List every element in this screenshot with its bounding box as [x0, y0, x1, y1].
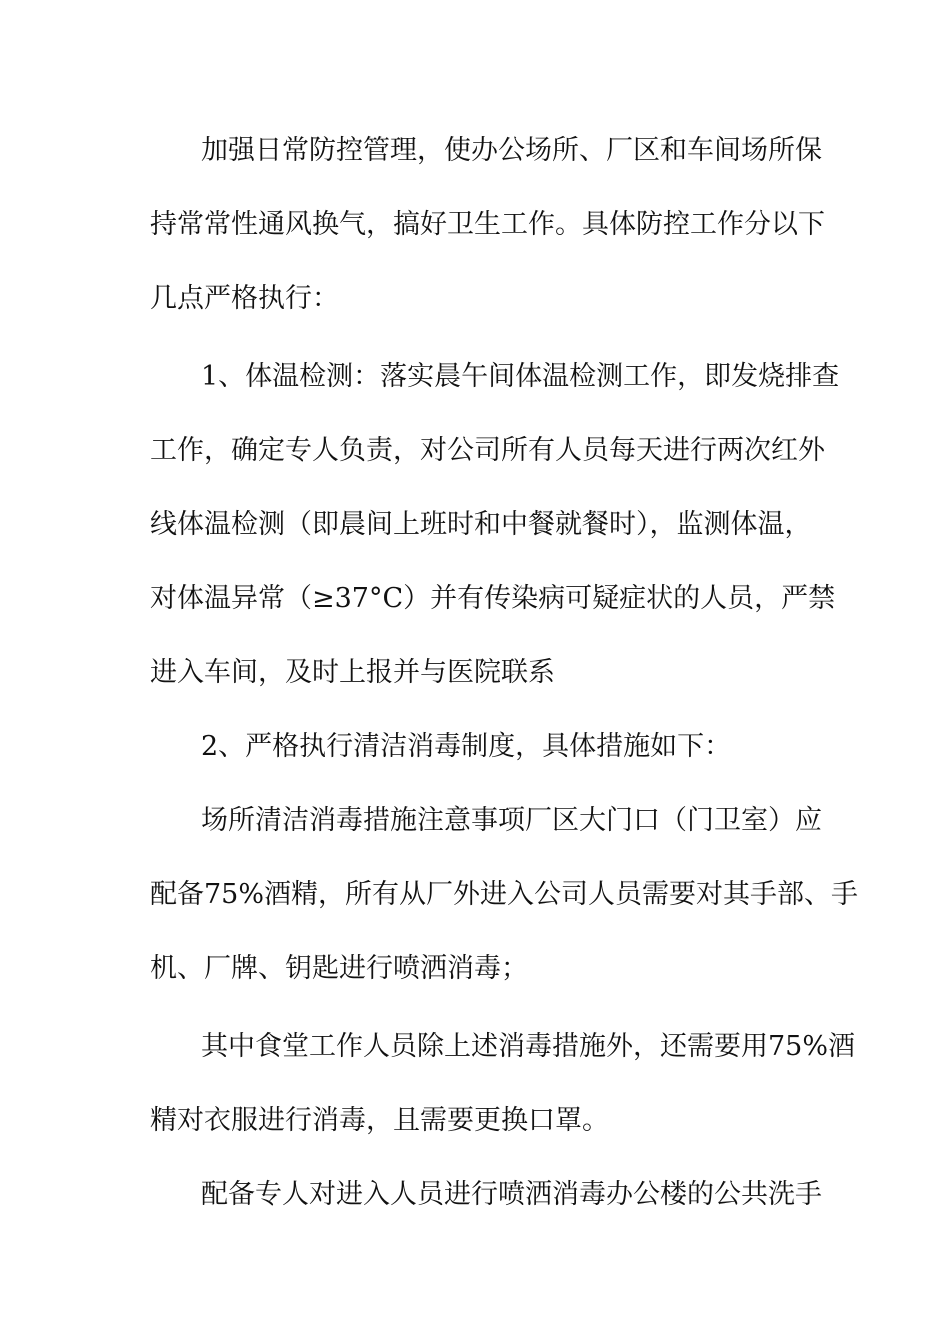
text-line: 精对衣服进行消毒，且需要更换口罩。: [150, 1105, 609, 1136]
text-line: 2、严格执行清洁消毒制度，具体措施如下：: [201, 731, 732, 762]
text-line: 对体温异常（≥37°C）并有传染病可疑症状的人员，严禁: [150, 583, 836, 614]
text-line: 场所清洁消毒措施注意事项厂区大门口（门卫室）应: [201, 805, 822, 836]
text-line: 线体温检测（即晨间上班时和中餐就餐时），监测体温，: [150, 509, 812, 540]
text-line: 机、厂牌、钥匙进行喷洒消毒；: [150, 953, 528, 984]
text-line: 1、体温检测：落实晨午间体温检测工作，即发烧排查: [201, 361, 840, 392]
text-line: 配备专人对进入人员进行喷洒消毒办公楼的公共洗手: [201, 1179, 822, 1210]
text-line: 工作，确定专人负责，对公司所有人员每天进行两次红外: [150, 435, 825, 466]
text-line: 加强日常防控管理，使办公场所、厂区和车间场所保: [201, 135, 822, 166]
text-line: 进入车间，及时上报并与医院联系: [150, 657, 555, 688]
text-line: 其中食堂工作人员除上述消毒措施外，还需要用75%酒: [201, 1031, 856, 1062]
text-line: 持常常性通风换气，搞好卫生工作。具体防控工作分以下: [150, 209, 825, 240]
text-line: 几点严格执行：: [150, 283, 339, 314]
text-line: 配备75%酒精，所有从厂外进入公司人员需要对其手部、手: [150, 879, 859, 910]
